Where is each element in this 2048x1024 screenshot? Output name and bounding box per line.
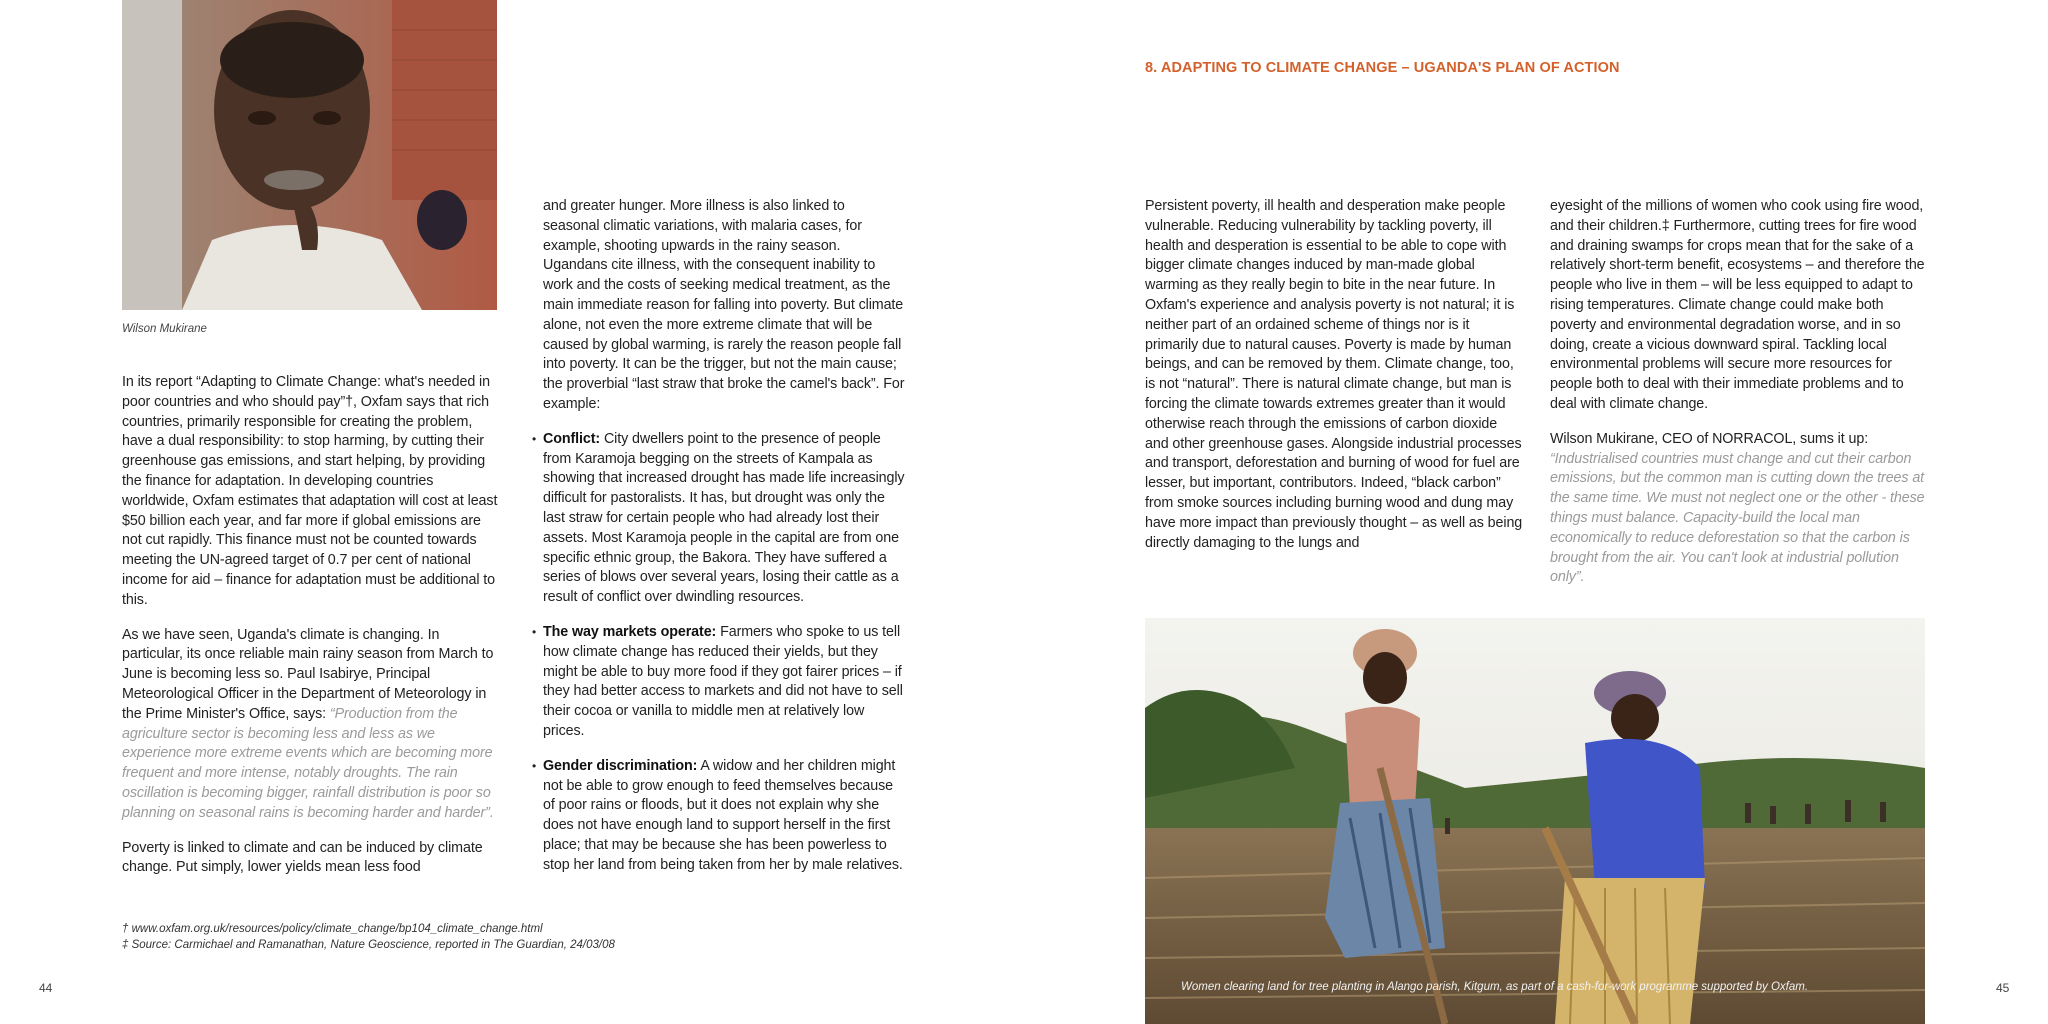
bullet-text: Farmers who spoke to us tell how climate change has reduced their yields, but they might be able to buy more food if they got fairer prices – if they had better access to markets and did not have to sell their cocoa or vanilla to middle men at relatively low prices. <box>543 623 903 739</box>
section-title: 8. ADAPTING TO CLIMATE CHANGE – UGANDA'S PLAN OF ACTION <box>1145 60 1620 76</box>
bullet-markets <box>543 623 905 742</box>
paragraph: Persistent poverty, ill health and desperation make people vulnerable. Reducing vulnerability by tackling poverty, ill health and desperation is essential to be able to cope with bigger climate changes induced by man-made global warming as they really begin to bite in the near future. In Oxfam's experience and analysis poverty is not natural; it is neither part of an ordained scheme of things nor is it primarily due to natural causes. Poverty is made by human beings, and can be removed by them. Climate change, too, is not “natural”. There is natural climate change, but man is forcing the climate towards extremes greater than it would otherwise reach through the emissions of carbon dioxide and other greenhouse gases. Alongside industrial processes and transport, deforestation and burning of wood for fuel are lesser, but important, contributors. Indeed, “black carbon” from smoke sources including burning wood and dung may have more impact than previously thought – as well as being directly damaging to the lungs and <box>1145 198 1523 551</box>
page-number-right: 45 <box>1996 981 2010 995</box>
footnote: ‡ Source: Carmichael and Ramanathan, Nature Geoscience, reported in The Guardian, 24/03/08 <box>122 939 615 951</box>
portrait-photo <box>122 0 497 310</box>
bullet-title: Gender discrimination: <box>543 757 698 774</box>
bullet-title: The way markets operate: <box>543 623 717 640</box>
page-number-left: 44 <box>39 981 53 995</box>
portrait-caption: Wilson Mukirane <box>122 323 207 335</box>
paragraph: Poverty is linked to climate and can be induced by climate change. Put simply, lower yields mean less food <box>122 839 483 876</box>
left-column-2 <box>543 197 905 891</box>
bullet-text: City dwellers point to the presence of people from Karamoja begging on the streets of Kampala as showing that increased drought has made life increasingly difficult for pastoralists. It has, but drought was only the last straw for certain people who had already lost their assets. Most Karamoja people in the capital are from one specific ethnic group, the Bakora. They have suffered a series of blows over several years, losing their cattle as a result of conflict over dwindling resources. <box>543 430 905 606</box>
paragraph: and greater hunger. More illness is also linked to seasonal climatic variations, with malaria cases, for example, shooting upwards in the rainy season. Ugandans cite illness, with the consequent inability to work and the costs of seeking medical treatment, as the main immediate reason for falling into poverty. But climate alone, not even the more extreme climate that will be caused by global warming, is rarely the reason people fall into poverty. It can be the trigger, but not the main cause; the proverbial “last straw that broke the camel's back”. For example: <box>543 198 905 412</box>
quote-text: “Production from the agriculture sector is becoming less and less as we experience more extreme events which are becoming more frequent and more intense, notably droughts. The rain oscillation is becoming bigger, rainfall distribution is poor so planning on seasonal rains is becoming harder and harder”. <box>122 705 494 821</box>
footnote: † www.oxfam.org.uk/resources/policy/climate_change/bp104_climate_change.html <box>122 923 543 935</box>
paragraph-text: Wilson Mukirane, CEO of NORRACOL, sums it up: <box>1550 430 1869 447</box>
bullet-title: Conflict: <box>543 430 601 447</box>
right-column-1 <box>1145 197 1523 568</box>
portrait-image <box>122 0 497 310</box>
paragraph <box>1550 430 1930 588</box>
paragraph: In its report “Adapting to Climate Change: what's needed in poor countries and who should pay”†, Oxfam says that rich countries, primarily responsible for creating the problem, have a dual responsibility: to stop harming, by cutting their greenhouse gas emissions, and start helping, by providing the finance for adaptation. In developing countries worldwide, Oxfam estimates that adaptation will cost at least $50 billion each year, and far more if global emissions are not cut rapidly. This finance must not be counted towards meeting the UN-agreed target of 0.7 per cent of national income for aid – finance for adaptation must be additional to this. <box>122 374 498 608</box>
bullet-conflict <box>543 430 905 608</box>
footnotes <box>122 921 822 953</box>
right-column-2 <box>1550 197 1930 588</box>
field-photo <box>1145 618 1925 1024</box>
quote-text: “Industrialised countries must change and cut their carbon emissions, but the common man is cutting down the trees at the same time. We must not neglect one or the other - these things must balance. Capacity-build the local man economically to reduce deforestation so that the carbon is brought from the air. You can't look at industrial pollution only”. <box>1550 450 1925 586</box>
bullet-text: A widow and her children might not be able to grow enough to feed themselves because of poor rains or floods, but it does not explain why she does not have enough land to support herself in the first place; that may be because she has been powerless to stop her land from being taken from her by male relatives. <box>543 757 903 873</box>
bullet-gender <box>543 757 905 876</box>
left-column-1 <box>122 373 498 893</box>
field-photo-caption: Women clearing land for tree planting in Alango parish, Kitgum, as part of a cash-for-work programme supported by Oxfam. <box>1181 981 1809 993</box>
paragraph <box>122 626 498 824</box>
paragraph-text: As we have seen, Uganda's climate is changing. In particular, its once reliable main rainy season from March to June is becoming less so. Paul Isabirye, Principal Meteorological Officer in the Department of Meteorology in the Prime Minister's Office, says: <box>122 626 494 722</box>
field-image <box>1145 618 1925 1024</box>
paragraph: eyesight of the millions of women who cook using fire wood, and their children.‡ Furthermore, cutting trees for fire wood and draining swamps for crops mean that for the sake of a relatively short-term benefit, ecosystems – and therefore the people who live in them – will be less equipped to adapt to rising temperatures. Climate change could make both poverty and environmental degradation worse, and in so doing, create a vicious downward spiral. Tackling local environmental problems will secure more resources for people both to deal with their immediate problems and to deal with climate change. <box>1550 198 1925 412</box>
